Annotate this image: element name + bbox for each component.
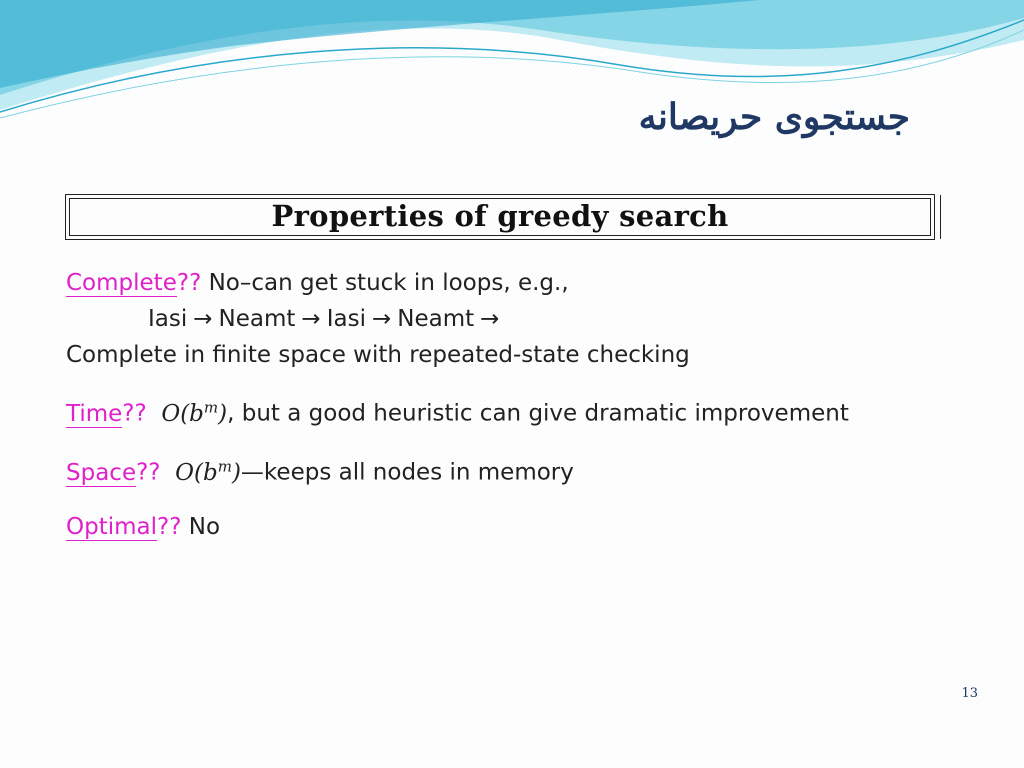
- complete-row: [66, 270, 569, 296]
- optimal-link[interactable]: Optimal: [66, 514, 158, 540]
- complete-note: Complete in finite space with repeated-state checking: [66, 342, 690, 368]
- space-math-suffix: ): [231, 459, 241, 486]
- loop-city-2: Neamt: [218, 306, 296, 332]
- arrow-icon: →: [301, 306, 321, 332]
- loop-city-3: Iasi: [326, 306, 366, 332]
- optimal-row: [66, 514, 220, 540]
- complete-answer: No–can get stuck in loops, e.g.,: [201, 270, 569, 296]
- slide-title: جستجوی حریصانه: [638, 96, 910, 138]
- heading-text: Properties of greedy search: [271, 199, 729, 233]
- space-link[interactable]: Space: [66, 459, 137, 486]
- space-row: [66, 457, 574, 486]
- loop-city-4: Neamt: [397, 306, 475, 332]
- time-link[interactable]: Time: [66, 400, 123, 427]
- time-complexity: [161, 398, 228, 427]
- page-number: 13: [961, 686, 978, 701]
- loop-example-row: [148, 306, 505, 332]
- space-math-prefix: O(b: [175, 459, 218, 486]
- space-answer: —keeps all nodes in memory: [240, 459, 574, 486]
- space-math-exponent: m: [217, 457, 232, 475]
- arrow-icon: →: [371, 306, 392, 332]
- space-complexity: [175, 457, 241, 486]
- optimal-question-marks: ??: [157, 514, 182, 540]
- complete-note-row: [66, 342, 690, 368]
- optimal-answer: No: [181, 514, 221, 540]
- loop-city-1: Iasi: [148, 306, 188, 332]
- complete-question-marks: ??: [176, 270, 202, 296]
- time-math-exponent: m: [203, 398, 219, 416]
- time-math-suffix: ): [218, 400, 228, 427]
- complete-link[interactable]: Complete: [66, 270, 177, 296]
- space-question-marks: ??: [136, 459, 161, 486]
- heading-box: [65, 194, 935, 240]
- arrow-icon: →: [193, 306, 213, 332]
- time-question-marks: ??: [122, 400, 147, 427]
- time-answer: , but a good heuristic can give dramatic improvement: [227, 400, 849, 427]
- time-math-prefix: O(b: [161, 400, 204, 427]
- arrow-icon: →: [480, 306, 500, 332]
- time-row: [66, 398, 849, 427]
